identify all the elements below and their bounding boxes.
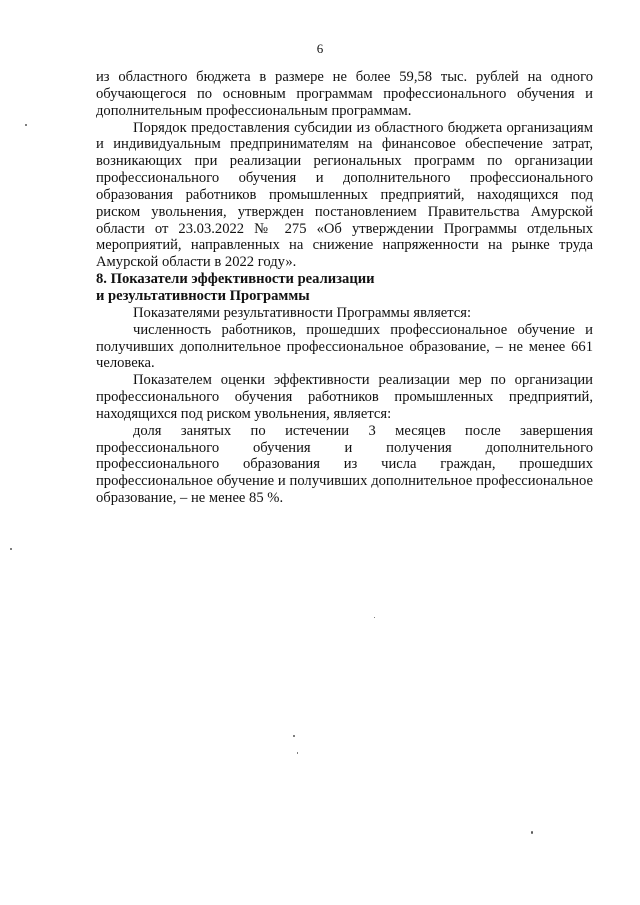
- document-body: [96, 69, 593, 507]
- paragraph-workers-count: численность работников, прошедших профессиональное обучение и получивших дополнительное профессиональное образование, – не менее 661 человека.: [96, 321, 593, 372]
- scan-speck: [531, 831, 533, 834]
- paragraph-efficiency-indicator: Показателем оценки эффективности реализации мер по организации профессионального обучения работников промышленных предприятий, находящихся под риском увольнения, является:: [96, 372, 593, 422]
- section-title-line-2: и результативности Программы: [96, 287, 310, 304]
- paragraph-performance-indicators: Показателями результативности Программы является:: [133, 304, 472, 321]
- paragraph-employment-share: доля занятых по истечении 3 месяцев после завершения профессионального обучения и получения дополнительного профессионального образования из числа граждан, прошедших профессиональное обучение и получивших дополнительное профессиональное образование, – не менее 85 %.: [96, 422, 593, 507]
- scan-speck: [297, 752, 298, 754]
- section-title: [96, 271, 593, 305]
- scan-speck: [293, 735, 295, 737]
- scan-speck: [10, 548, 12, 550]
- paragraph-subsidy-procedure: Порядок предоставления субсидии из областного бюджета организациям и индивидуальным предпринимателям на финансовое обеспечение затрат, возникающих при реализации региональных программ по организации профессионального обучения и дополнительного профессионального образования работников промышленных предприятий, находящихся под риском увольнения, утвержден постановлением Правительства Амурской области от 23.03.2022 № 275 «Об утверждении Программы отдельных мероприятий, направленных на снижение напряженности на рынке труда Амурской области в 2022 году».: [96, 119, 593, 271]
- scan-speck: [25, 124, 27, 126]
- page-number: 6: [316, 41, 324, 56]
- section-title-line-1: 8. Показатели эффективности реализации: [96, 271, 375, 288]
- paragraph-budget-limit: из областного бюджета в размере не более 59,58 тыс. рублей на одного обучающегося по основным программам профессионального обучения и дополнительным профессиональным программам.: [96, 69, 593, 119]
- scan-speck: [374, 617, 375, 618]
